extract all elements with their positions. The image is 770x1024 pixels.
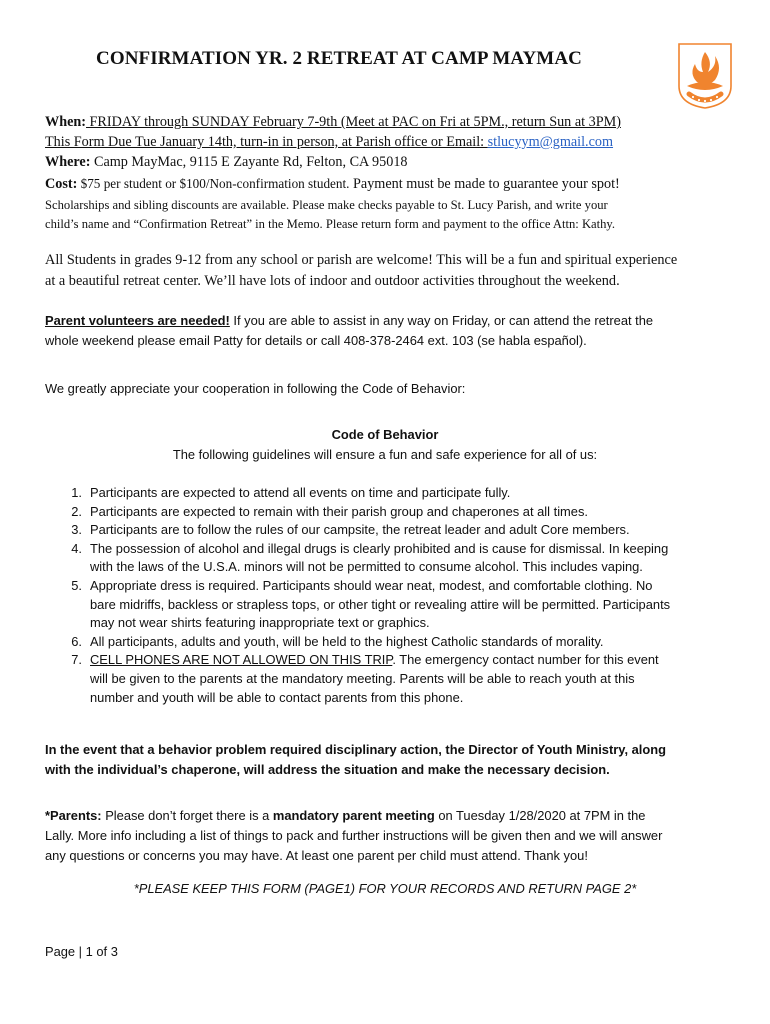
volunteers-label: Parent volunteers are needed!	[45, 313, 230, 328]
rule-text	[90, 540, 750, 577]
rule-line: may not wear shirts featuring inappropriate text or graphics.	[90, 615, 430, 631]
rule-text	[90, 651, 750, 707]
page-title: CONFIRMATION YR. 2 RETREAT AT CAMP MAYMAC	[96, 48, 582, 69]
due-line	[45, 132, 613, 153]
volunteers-text-2: whole weekend please email Patty for details or call 408-378-2464 ext. 103 (se habla español).	[45, 333, 587, 348]
rule-line-text: . The emergency contact number for this event	[392, 652, 659, 668]
parents-line-2: Lally. More info including a list of things to pack and further instructions will be given then and we will answer	[45, 828, 663, 843]
rule-line: Appropriate dress is required. Participants should wear neat, modest, and comfortable clothing. No	[90, 577, 653, 593]
rule-number: 6.	[71, 633, 82, 649]
cost-warning: Payment must be made to guarantee your spot!	[349, 176, 620, 192]
rule-line: Participants are expected to remain with their parish group and chaperones at all times.	[90, 503, 588, 519]
mandatory-meeting-text: mandatory parent meeting	[272, 808, 435, 823]
rule-text	[90, 577, 750, 633]
cost-label: Cost:	[45, 176, 78, 192]
when-label: When:	[45, 114, 86, 130]
rule-item	[60, 484, 750, 503]
where-label: Where:	[45, 154, 91, 170]
rule-line: bare midriffs, backless or strapless tops, or other tight or revealing attire will be permitted. Participants	[90, 596, 671, 612]
rule-text	[90, 484, 750, 503]
rule-text	[90, 521, 750, 540]
where-text: Camp MayMac, 9115 E Zayante Rd, Felton, CA 95018	[90, 154, 408, 170]
parents-paragraph	[45, 806, 735, 866]
rule-item	[60, 577, 750, 633]
rule-number: 7.	[71, 652, 82, 668]
rule-line: Participants are expected to attend all events on time and participate fully.	[90, 485, 511, 500]
rule-item	[60, 521, 750, 540]
discipline-line-2: with the individual’s chaperone, will address the situation and make the necessary decision.	[45, 762, 610, 777]
rule-number: 3.	[71, 522, 82, 538]
discipline-line-1: In the event that a behavior problem required disciplinary action, the Director of Youth Ministry, along	[45, 742, 666, 757]
footer-note: *PLEASE KEEP THIS FORM (PAGE1) FOR YOUR RECORDS AND RETURN PAGE 2*	[133, 881, 637, 896]
when-line	[45, 112, 621, 133]
page-number: Page | 1 of 3	[45, 944, 118, 959]
rule-line: The possession of alcohol and illegal drugs is clearly prohibited and is cause for dismissal. In keeping	[90, 540, 669, 556]
parents-label: *Parents:	[45, 808, 102, 823]
rule-line: All participants, adults and youth, will be held to the highest Catholic standards of morality.	[90, 633, 604, 649]
rule-number: 4.	[71, 540, 82, 556]
rule-item	[60, 540, 750, 577]
cost-text: $75 per student or $100/Non-confirmation student.	[77, 176, 350, 191]
when-text: FRIDAY through SUNDAY February 7-9th (Meet at PAC on Fri at 5PM., return Sun at 3PM)	[86, 114, 621, 130]
due-text: This Form Due Tue January 14th, turn-in in person, at Parish office or Email:	[45, 134, 488, 150]
cell-phones-warning: CELL PHONES ARE NOT ALLOWED ON THIS TRIP	[90, 652, 393, 668]
rule-text	[90, 503, 750, 522]
cooperation-text: We greatly appreciate your cooperation in following the Code of Behavior:	[45, 381, 466, 396]
email-link[interactable]: stlucyym@gmail.com	[487, 134, 614, 150]
scholarship-line-1: Scholarships and sibling discounts are available. Please make checks payable to St. Lucy Parish, and write your	[45, 198, 608, 212]
volunteers-text-1: If you are able to assist in any way on Friday, or can attend the retreat the	[229, 313, 654, 328]
parents-text-b: on Tuesday 1/28/2020 at 7PM in the	[434, 808, 646, 823]
rule-number: 1.	[71, 485, 82, 500]
code-of-behavior-heading: Code of Behavior	[331, 427, 439, 442]
rule-item	[60, 651, 750, 707]
parents-text-a: Please don’t forget there is a	[101, 808, 273, 823]
intro-line-1: All Students in grades 9-12 from any school or parish are welcome! This will be a fun and spiritual experience	[45, 252, 678, 268]
church-logo-icon	[677, 42, 733, 110]
where-line	[45, 152, 408, 173]
rule-line: number and youth will be able to contact parents from this phone.	[90, 689, 464, 705]
rule-line: with the laws of the U.S.A. minors will not be permitted to consume alcohol. This includes vaping.	[90, 559, 643, 575]
intro-paragraph	[45, 250, 735, 292]
rule-line: will be given to the parents at the mandatory meeting. Parents will be able to reach youth at this	[90, 670, 635, 686]
rule-item	[60, 503, 750, 522]
parents-line-3: any questions or concerns you may have. At least one parent per child must attend. Thank you!	[45, 848, 588, 863]
code-of-behavior-subtitle: The following guidelines will ensure a fun and safe experience for all of us:	[172, 447, 598, 462]
rules-list	[60, 484, 750, 707]
rule-line: Participants are to follow the rules of our campsite, the retreat leader and adult Core members.	[90, 522, 630, 538]
rule-number: 2.	[71, 503, 82, 519]
scholarship-line-2: child’s name and “Confirmation Retreat” in the Memo. Please return form and payment to the office Attn: Kathy.	[45, 217, 616, 231]
intro-line-2: at a beautiful retreat center. We’ll have lots of indoor and outdoor activities throughout the weekend.	[45, 273, 620, 289]
discipline-paragraph	[45, 740, 735, 780]
rule-item	[60, 633, 750, 652]
rule-number: 5.	[71, 577, 82, 593]
cost-line	[45, 173, 620, 195]
volunteers-paragraph	[45, 311, 735, 351]
rule-text	[90, 633, 750, 652]
rule-line	[90, 651, 750, 670]
